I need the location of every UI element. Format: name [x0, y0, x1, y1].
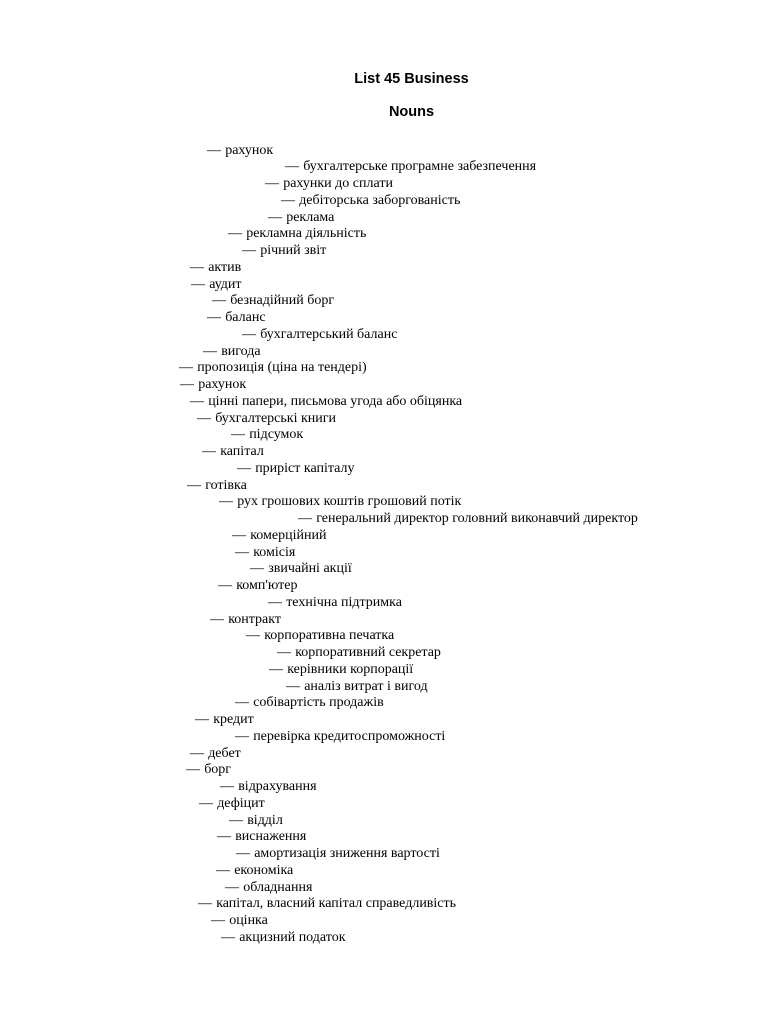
entry-text: реклама — [286, 209, 335, 225]
entry-text: комп'ютер — [236, 578, 298, 593]
entry-text: вигода — [221, 343, 261, 359]
entry-dash: — — [298, 511, 312, 526]
entry-text: баланс — [225, 310, 266, 325]
entry-dash: — — [221, 929, 235, 945]
vocabulary-entry — [207, 309, 266, 326]
entry-text: капітал — [220, 444, 264, 459]
entry-dash: — — [198, 896, 212, 912]
vocabulary-entry — [217, 828, 306, 845]
entry-dash: — — [286, 678, 300, 694]
entry-dash: — — [203, 343, 217, 359]
vocabulary-entry — [265, 175, 393, 192]
vocabulary-entry — [221, 929, 346, 946]
entry-text: кредит — [213, 712, 254, 727]
entry-dash: — — [268, 594, 282, 610]
entry-text: підсумок — [249, 427, 304, 443]
entry-text: готівка — [205, 477, 247, 493]
entry-dash: — — [195, 712, 209, 727]
vocabulary-entry — [268, 594, 402, 611]
entry-text: дебет — [208, 745, 241, 761]
entry-text: корпоративна печатка — [264, 628, 395, 644]
entry-text: бухгалтерські книги — [215, 410, 336, 426]
vocabulary-entry — [281, 192, 460, 209]
entry-text: амортизація зниження вартості — [254, 846, 440, 861]
vocabulary-entry — [187, 477, 247, 494]
entry-text: корпоративний секретар — [295, 645, 441, 660]
entry-dash: — — [246, 628, 260, 644]
entry-text: керівники корпорації — [287, 661, 414, 677]
entry-dash: — — [219, 494, 233, 510]
entry-dash: — — [190, 393, 204, 409]
vocabulary-entry — [190, 745, 241, 762]
vocabulary-entry — [202, 443, 264, 460]
vocabulary-entry — [285, 158, 536, 175]
vocabulary-entry — [180, 376, 246, 393]
entry-text: приріст капіталу — [255, 460, 355, 476]
entry-text: аудит — [209, 276, 242, 292]
entry-text: дефіцит — [217, 795, 265, 811]
vocabulary-entry — [237, 460, 355, 477]
entry-text: виснаження — [235, 829, 307, 845]
vocabulary-entry — [228, 225, 366, 242]
document-title: List 45 Business — [354, 71, 469, 87]
vocabulary-entry — [212, 292, 334, 309]
entry-text: акцизний податок — [239, 929, 346, 945]
entry-text: безнадійний борг — [230, 293, 335, 309]
vocabulary-entry — [190, 259, 241, 276]
vocabulary-entry — [210, 611, 281, 628]
entry-dash: — — [228, 226, 242, 242]
entry-text: звичайні акції — [268, 561, 352, 577]
entry-text: економіка — [234, 862, 294, 878]
entry-text: рекламна діяльність — [246, 226, 367, 242]
entry-text: пропозиція (ціна на тендері) — [197, 360, 367, 376]
entry-text: цінні папери, письмова угода або обіцянка — [208, 393, 463, 409]
entry-text: актив — [208, 259, 242, 275]
entry-dash: — — [190, 745, 204, 761]
entry-dash: — — [216, 862, 230, 878]
entry-text: капітал, власний капітал справедливість — [216, 896, 457, 912]
entry-dash: — — [231, 427, 245, 443]
entry-text: відділ — [247, 812, 283, 828]
vocabulary-entry — [235, 544, 295, 561]
vocabulary-entry — [225, 879, 312, 896]
entry-text: обладнання — [243, 879, 313, 895]
entry-dash: — — [235, 695, 249, 711]
entry-text: рахунок — [198, 377, 247, 392]
entry-text: комісія — [253, 544, 296, 560]
entry-text: технічна підтримка — [286, 594, 402, 610]
entry-text: борг — [204, 762, 232, 778]
vocabulary-entry — [195, 711, 254, 728]
entry-dash: — — [229, 812, 243, 828]
entry-text: рух грошових коштів грошовий потік — [237, 494, 462, 510]
vocabulary-entry — [298, 510, 638, 527]
entry-dash: — — [265, 176, 279, 191]
entry-dash: — — [218, 578, 232, 593]
entry-dash: — — [220, 779, 234, 794]
vocabulary-entry — [268, 209, 334, 226]
vocabulary-entry — [236, 845, 440, 862]
vocabulary-entry — [231, 426, 303, 443]
vocabulary-entry — [203, 343, 261, 360]
vocabulary-entry — [242, 242, 326, 259]
entry-text: річний звіт — [260, 243, 327, 258]
entry-text: аналіз витрат і вигод — [304, 678, 428, 694]
vocabulary-entry — [211, 912, 268, 929]
entry-dash: — — [237, 460, 251, 476]
entry-dash: — — [202, 444, 216, 459]
entry-dash: — — [207, 142, 221, 158]
entry-dash: — — [235, 544, 249, 560]
entry-text: бухгалтерське програмне забезпечення — [303, 159, 537, 175]
vocabulary-entry — [198, 895, 456, 912]
vocabulary-entry — [179, 359, 367, 376]
entry-dash: — — [236, 846, 250, 861]
entry-text: контракт — [228, 611, 282, 627]
entry-dash: — — [242, 243, 256, 258]
vocabulary-entry — [250, 560, 352, 577]
entry-text: рахунок — [225, 142, 274, 158]
entry-dash: — — [277, 645, 291, 660]
vocabulary-entry — [220, 778, 317, 795]
entry-dash: — — [199, 795, 213, 811]
entry-text: бухгалтерський баланс — [260, 326, 398, 342]
vocabulary-entry — [246, 627, 394, 644]
vocabulary-entry — [199, 795, 265, 812]
entry-dash: — — [285, 159, 299, 175]
entry-text: оцінка — [229, 913, 268, 928]
vocabulary-entry — [242, 326, 397, 343]
entry-text: перевірка кредитоспроможності — [253, 728, 446, 744]
vocabulary-entry — [190, 393, 462, 410]
entry-dash: — — [269, 661, 283, 677]
entry-dash: — — [212, 293, 226, 309]
entry-text: дебіторська заборгованість — [299, 192, 461, 208]
entry-dash: — — [242, 326, 256, 342]
vocabulary-entry — [219, 493, 461, 510]
entry-dash: — — [179, 360, 193, 376]
entry-text: собівартість продажів — [253, 695, 384, 711]
entry-text: комерційний — [250, 527, 327, 543]
entry-dash: — — [180, 377, 194, 392]
entry-dash: — — [190, 259, 204, 275]
vocabulary-entry — [286, 678, 428, 695]
entry-dash: — — [211, 913, 225, 928]
entry-dash: — — [281, 192, 295, 208]
vocabulary-entry — [235, 728, 445, 745]
vocabulary-entry — [218, 577, 298, 594]
entry-dash: — — [217, 829, 231, 845]
entry-dash: — — [207, 310, 221, 325]
entry-dash: — — [225, 879, 239, 895]
entry-dash: — — [235, 728, 249, 744]
document-subtitle: Nouns — [388, 104, 435, 120]
entry-dash: — — [210, 611, 224, 627]
entry-dash: — — [268, 209, 282, 225]
entry-dash: — — [187, 477, 201, 493]
vocabulary-entry — [235, 694, 384, 711]
entry-dash: — — [232, 527, 246, 543]
vocabulary-entry — [232, 527, 326, 544]
vocabulary-entry — [191, 276, 242, 293]
vocabulary-entry — [207, 142, 273, 159]
vocabulary-entry — [277, 644, 441, 661]
entry-text: рахунки до сплати — [283, 176, 393, 191]
entry-text: відрахування — [238, 779, 317, 794]
vocabulary-entry — [197, 410, 336, 427]
vocabulary-entry — [229, 812, 283, 829]
vocabulary-entry — [216, 862, 293, 879]
entry-dash: — — [250, 561, 264, 577]
vocabulary-entry — [186, 761, 231, 778]
vocabulary-entry — [269, 661, 413, 678]
entry-dash: — — [186, 762, 200, 778]
entry-text: генеральний директор головний виконавчий директор — [316, 511, 638, 526]
entry-dash: — — [191, 276, 205, 292]
entry-dash: — — [197, 410, 211, 426]
